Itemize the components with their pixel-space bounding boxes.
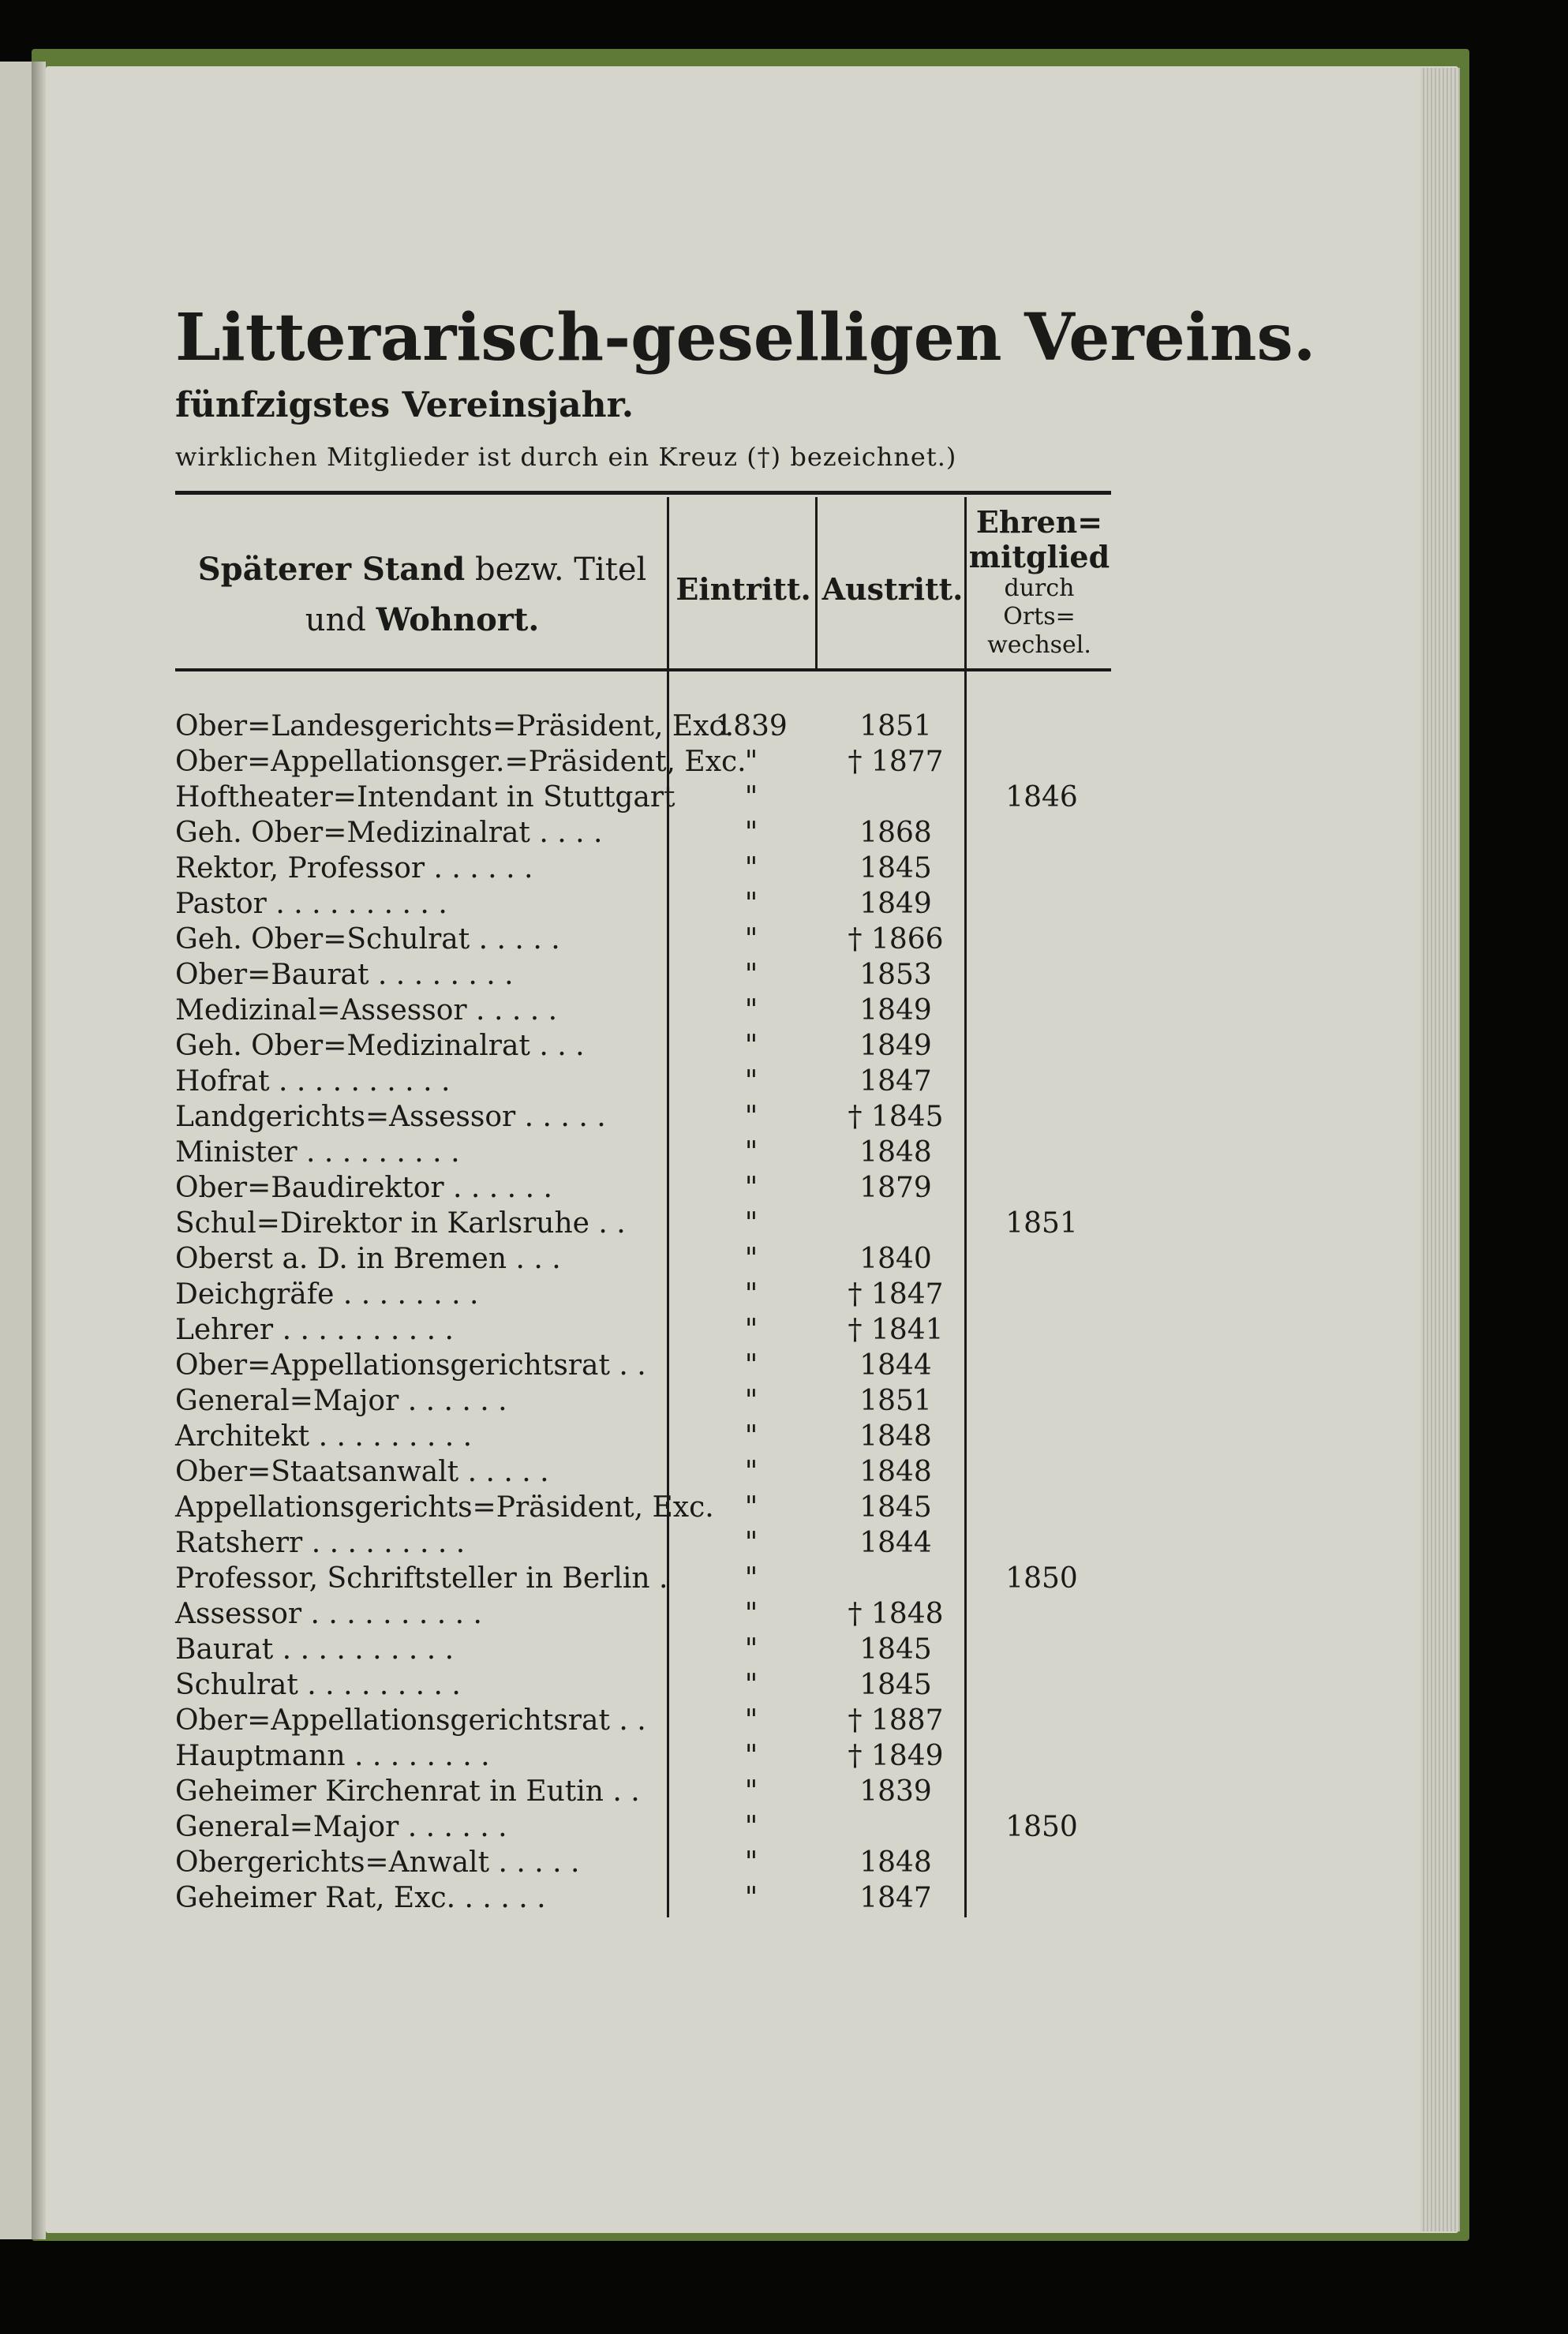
- stand-cell: Lehrer . . . . . . . . . .: [175, 1314, 454, 1346]
- austritt-cell: 1845: [859, 1633, 932, 1666]
- header-stand-rest: bezw. Titel: [465, 552, 647, 588]
- table-header-rule: [175, 668, 1111, 671]
- eintritt-cell: ": [744, 1562, 758, 1595]
- austritt-cell: 1839: [859, 1775, 932, 1808]
- table-row: [175, 1882, 1114, 1917]
- stand-cell: Hoftheater=Intendant in Stuttgart: [175, 781, 675, 814]
- stand-cell: Oberst a. D. in Bremen . . .: [175, 1243, 561, 1275]
- eintritt-cell: ": [744, 1385, 758, 1417]
- eintritt-cell: ": [744, 1420, 758, 1453]
- table-row: [175, 1101, 1114, 1136]
- table-row: [175, 781, 1114, 817]
- eintritt-cell: ": [744, 1669, 758, 1701]
- table-row: [175, 1243, 1114, 1278]
- austritt-cell: 1840: [859, 1243, 932, 1275]
- table-row: [175, 1136, 1114, 1172]
- stand-cell: Medizinal=Assessor . . . . .: [175, 994, 558, 1027]
- stand-cell: Ratsherr . . . . . . . . .: [175, 1527, 466, 1559]
- austritt-cell: 1844: [859, 1527, 932, 1559]
- stand-cell: Hauptmann . . . . . . . .: [175, 1740, 490, 1772]
- stand-cell: Ober=Baurat . . . . . . . .: [175, 959, 514, 991]
- table-row: [175, 746, 1114, 781]
- stand-cell: Ober=Staatsanwalt . . . . .: [175, 1456, 549, 1488]
- table-row: [175, 923, 1114, 959]
- table-row: [175, 959, 1114, 994]
- stand-cell: Professor, Schriftsteller in Berlin .: [175, 1562, 668, 1595]
- table-row: [175, 1669, 1114, 1704]
- stand-cell: Deichgräfe . . . . . . . .: [175, 1278, 479, 1311]
- austritt-cell: 1845: [859, 1491, 932, 1524]
- table-row: [175, 1740, 1114, 1775]
- header-austritt: Austritt.: [821, 571, 964, 607]
- austritt-cell: † 1845: [848, 1101, 944, 1133]
- table-top-rule: [175, 491, 1111, 495]
- austritt-cell: † 1877: [848, 746, 944, 778]
- eintritt-cell: ": [744, 1136, 758, 1169]
- table-row: [175, 1527, 1114, 1562]
- eintritt-cell: ": [744, 1491, 758, 1524]
- austritt-cell: 1848: [859, 1420, 932, 1453]
- header-stand-bold: Späterer Stand: [197, 551, 466, 588]
- header-ehren-1: Ehren=: [975, 504, 1103, 540]
- table-row: [175, 888, 1114, 923]
- eintritt-cell: ": [744, 994, 758, 1027]
- eintritt-cell: ": [744, 852, 758, 885]
- eintritt-cell: ": [744, 1314, 758, 1346]
- austritt-cell: 1844: [859, 1349, 932, 1382]
- ehren-cell: 1850: [1005, 1562, 1078, 1595]
- stand-cell: Schulrat . . . . . . . . .: [175, 1669, 461, 1701]
- austritt-cell: 1848: [859, 1136, 932, 1169]
- eintritt-cell: ": [744, 1775, 758, 1808]
- page-title: Litterarisch-geselligen Vereins.: [175, 300, 1316, 376]
- table-row: [175, 1278, 1114, 1314]
- header-eintritt: Eintritt.: [675, 571, 811, 607]
- austritt-cell: 1848: [859, 1456, 932, 1488]
- ehren-cell: 1851: [1005, 1207, 1078, 1240]
- page-subtitle: fünfzigstes Vereinsjahr.: [175, 385, 634, 425]
- header-stand: [189, 544, 655, 645]
- stand-cell: Geh. Ober=Medizinalrat . . . .: [175, 817, 603, 849]
- ehren-cell: 1850: [1005, 1811, 1078, 1843]
- stand-cell: Pastor . . . . . . . . . .: [175, 888, 447, 920]
- eintritt-cell: ": [744, 1349, 758, 1382]
- eintritt-cell: ": [744, 1456, 758, 1488]
- stand-cell: Architekt . . . . . . . . .: [175, 1420, 473, 1453]
- table-row: [175, 1704, 1114, 1740]
- eintritt-cell: ": [744, 781, 758, 814]
- eintritt-cell: ": [744, 1740, 758, 1772]
- austritt-cell: 1879: [859, 1172, 932, 1204]
- austritt-cell: 1853: [859, 959, 932, 991]
- eintritt-cell: ": [744, 923, 758, 956]
- table-row: [175, 1030, 1114, 1065]
- austritt-cell: 1849: [859, 1030, 932, 1062]
- stand-cell: General=Major . . . . . .: [175, 1385, 507, 1417]
- table-row: [175, 817, 1114, 852]
- austritt-cell: † 1887: [848, 1704, 944, 1737]
- austritt-cell: 1845: [859, 1669, 932, 1701]
- table-row: [175, 852, 1114, 888]
- eintritt-cell: ": [744, 1598, 758, 1630]
- header-ehren-3: durch: [1004, 574, 1075, 602]
- eintritt-cell: ": [744, 1811, 758, 1843]
- austritt-cell: 1851: [859, 1385, 932, 1417]
- header-ehren-4: Orts=: [1003, 603, 1076, 630]
- header-wohnort: Wohnort.: [376, 601, 540, 638]
- stand-cell: Geh. Ober=Medizinalrat . . .: [175, 1030, 585, 1062]
- eintritt-cell: ": [744, 959, 758, 991]
- eintritt-cell: ": [744, 1633, 758, 1666]
- table-row: [175, 710, 1114, 746]
- stand-cell: Obergerichts=Anwalt . . . . .: [175, 1846, 580, 1879]
- table-row: [175, 1065, 1114, 1101]
- table-row: [175, 994, 1114, 1030]
- stand-cell: Ober=Baudirektor . . . . . .: [175, 1172, 552, 1204]
- stand-cell: Baurat . . . . . . . . . .: [175, 1633, 455, 1666]
- eintritt-cell: ": [744, 1704, 758, 1737]
- austritt-cell: † 1866: [848, 923, 944, 956]
- page-note: wirklichen Mitglieder ist durch ein Kreuz (†) bezeichnet.): [175, 442, 957, 472]
- austritt-cell: † 1847: [848, 1278, 944, 1311]
- eintritt-cell: ": [744, 1243, 758, 1275]
- austritt-cell: 1849: [859, 888, 932, 920]
- table-row: [175, 1172, 1114, 1207]
- stand-cell: Geheimer Kirchenrat in Eutin . .: [175, 1775, 640, 1808]
- table-row: [175, 1207, 1114, 1243]
- header-ehrenmitglied: [966, 505, 1113, 660]
- stand-cell: Hofrat . . . . . . . . . .: [175, 1065, 451, 1098]
- table-row: [175, 1456, 1114, 1491]
- ehren-cell: 1846: [1005, 781, 1078, 814]
- austritt-cell: 1849: [859, 994, 932, 1027]
- table-row: [175, 1811, 1114, 1846]
- austritt-cell: 1848: [859, 1846, 932, 1879]
- stand-cell: Assessor . . . . . . . . . .: [175, 1598, 482, 1630]
- stand-cell: Appellationsgerichts=Präsident, Exc.: [175, 1491, 714, 1524]
- austritt-cell: 1845: [859, 852, 932, 885]
- page-edges: [1420, 68, 1460, 2231]
- table-row: [175, 1846, 1114, 1882]
- stand-cell: Schul=Direktor in Karlsruhe . .: [175, 1207, 626, 1240]
- header-stand-und: und: [305, 602, 376, 638]
- header-ehren-2: mitglied: [968, 539, 1110, 574]
- stand-cell: General=Major . . . . . .: [175, 1811, 507, 1843]
- table-row: [175, 1598, 1114, 1633]
- austritt-cell: † 1849: [848, 1740, 944, 1772]
- stand-cell: Ober=Appellationsgerichtsrat . .: [175, 1349, 646, 1382]
- austritt-cell: 1851: [859, 710, 932, 742]
- table-row: [175, 1775, 1114, 1811]
- stand-cell: Geheimer Rat, Exc. . . . . .: [175, 1882, 546, 1914]
- austritt-cell: 1868: [859, 817, 932, 849]
- stand-cell: Ober=Appellationsger.=Präsident, Exc.: [175, 746, 747, 778]
- eintritt-cell: ": [744, 1101, 758, 1133]
- eintritt-cell: ": [744, 1065, 758, 1098]
- book-gutter: [32, 62, 46, 2239]
- austritt-cell: 1847: [859, 1882, 932, 1914]
- table-row: [175, 1420, 1114, 1456]
- eintritt-cell: ": [744, 1172, 758, 1204]
- table-row: [175, 1633, 1114, 1669]
- table-row: [175, 1314, 1114, 1349]
- eintritt-cell: ": [744, 1030, 758, 1062]
- eintritt-cell: ": [744, 1278, 758, 1311]
- austritt-cell: † 1848: [848, 1598, 944, 1630]
- eintritt-cell: ": [744, 1882, 758, 1914]
- eintritt-cell: 1839: [715, 710, 788, 742]
- eintritt-cell: ": [744, 888, 758, 920]
- stand-cell: Geh. Ober=Schulrat . . . . .: [175, 923, 560, 956]
- table-row: [175, 1385, 1114, 1420]
- stand-cell: Ober=Appellationsgerichtsrat . .: [175, 1704, 646, 1737]
- stand-cell: Rektor, Professor . . . . . .: [175, 852, 533, 885]
- header-ehren-5: wechsel.: [987, 631, 1091, 659]
- austritt-cell: 1847: [859, 1065, 932, 1098]
- table-row: [175, 1349, 1114, 1385]
- austritt-cell: † 1841: [848, 1314, 944, 1346]
- table-row: [175, 1562, 1114, 1598]
- eintritt-cell: ": [744, 817, 758, 849]
- stand-cell: Ober=Landesgerichts=Präsident, Exc.: [175, 710, 735, 742]
- eintritt-cell: ": [744, 746, 758, 778]
- eintritt-cell: ": [744, 1527, 758, 1559]
- eintritt-cell: ": [744, 1846, 758, 1879]
- eintritt-cell: ": [744, 1207, 758, 1240]
- stand-cell: Minister . . . . . . . . .: [175, 1136, 460, 1169]
- stand-cell: Landgerichts=Assessor . . . . .: [175, 1101, 606, 1133]
- table-row: [175, 1491, 1114, 1527]
